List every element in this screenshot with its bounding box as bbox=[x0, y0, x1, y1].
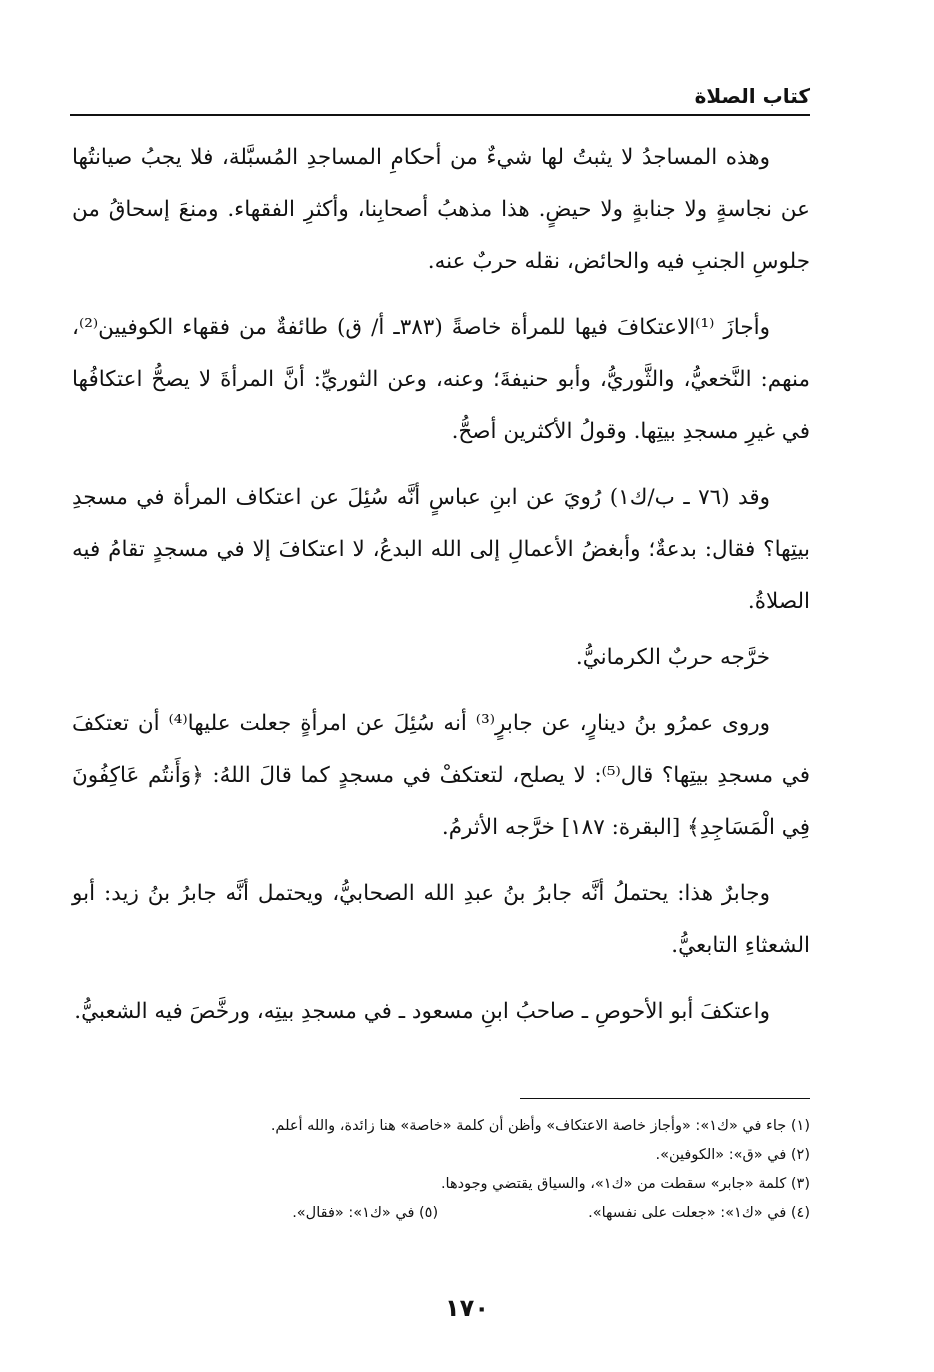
paragraph-harb-citation: خرَّجه حربٌ الكرمانيُّ. bbox=[575, 645, 770, 670]
footnote-row bbox=[72, 1199, 810, 1228]
running-header bbox=[70, 82, 810, 116]
paragraph-amr-ibn-dinar: وروى عمرُو بنُ دينارٍ، عن جابرٍ⁽³⁾ أنه سُئِلَ عن امرأةٍ جعلت عليها⁽⁴⁾ أن تعتكفَ في مسجدِ بيتِها؟ قال⁽⁵⁾: لا يصلح، لتعتكفْ في مسجدٍ كما قالَ اللهُ: ﴿وَأَنتُم عَاكِفُونَ فِي الْمَسَاجِدِ﴾ [البقرة: ١٨٧] خرَّجه الأثرمُ. bbox=[72, 711, 810, 840]
main-text bbox=[72, 132, 810, 1052]
paragraph-abu-al-ahwas: واعتكفَ أبو الأحوصِ ـ صاحبُ ابنِ مسعود ـ في مسجدِ بيتِه، ورخَّصَ فيه الشعبيُّ. bbox=[74, 999, 770, 1024]
footnote-4: (٤) في «ك١»: «جعلت على نفسها». bbox=[588, 1205, 810, 1221]
footnote-1: (١) جاء في «ك١»: «وأجاز خاصة الاعتكاف» وأظن أن كلمة «خاصة» هنا زائدة، والله أعلم. bbox=[270, 1118, 810, 1134]
page-number: ١٧٠ bbox=[445, 1294, 489, 1322]
footnote-separator bbox=[520, 1098, 810, 1099]
paragraph-ibn-abbas: وقد (٧٦ ـ ب/ك١) رُويَ عن ابنِ عباسٍ أنَّه سُئِلَ عن اعتكاف المرأة في مسجدِ بيتِها؟ فقال: بدعةٌ؛ وأبغضُ الأعمالِ إلى الله البدعُ، لا اعتكافَ إلا في مسجدٍ تقامُ فيه الصلاةُ. bbox=[72, 485, 810, 614]
footnote-2: (٢) في «ق»: «الكوفين». bbox=[655, 1147, 810, 1163]
header-rule bbox=[70, 114, 810, 116]
footnote-3: (٣) كلمة «جابر» سقطت من «ك١»، والسياق يقتضي وجودها. bbox=[440, 1176, 810, 1192]
paragraph-mosque-rulings: وهذه المساجدُ لا يثبتُ لها شيءٌ من أحكامِ المساجدِ المُسبَّلة، فلا يجبُ صيانتُها عن نجاسةٍ ولا جنابةٍ ولا حيضٍ. هذا مذهبُ أصحابِنا، وأكثرِ الفقهاء. ومنعَ إسحاقُ من جلوسِ الجنبِ فيه والحائض، نقله حربٌ عنه. bbox=[72, 145, 810, 274]
footnotes bbox=[72, 1112, 810, 1228]
paragraph-jabir-identity: وجابرٌ هذا: يحتملُ أنَّه جابرُ بنُ عبدِ الله الصحابيُّ، ويحتمل أنَّه جابرُ بنُ زيد: أبو الشعثاءِ التابعيُّ. bbox=[72, 881, 810, 958]
footnote-5: (٥) في «ك١»: «فقال». bbox=[292, 1205, 439, 1221]
chapter-title: كتاب الصلاة bbox=[694, 84, 810, 108]
paragraph-kufan-scholars: وأجازَ ⁽¹⁾الاعتكافَ فيها للمرأة خاصةً (٣٨٣ـ أ/ ق) طائفةٌ من فقهاء الكوفيين⁽²⁾، منهم: النَّخعيُّ، والثَّوريُّ، وأبو حنيفةَ؛ وعنه، وعن الثوريِّ: أنَّ المرأةَ لا يصحُّ اعتكافُها في غيرِ مسجدِ بيتِها. وقولُ الأكثرين أصحُّ. bbox=[72, 315, 810, 444]
